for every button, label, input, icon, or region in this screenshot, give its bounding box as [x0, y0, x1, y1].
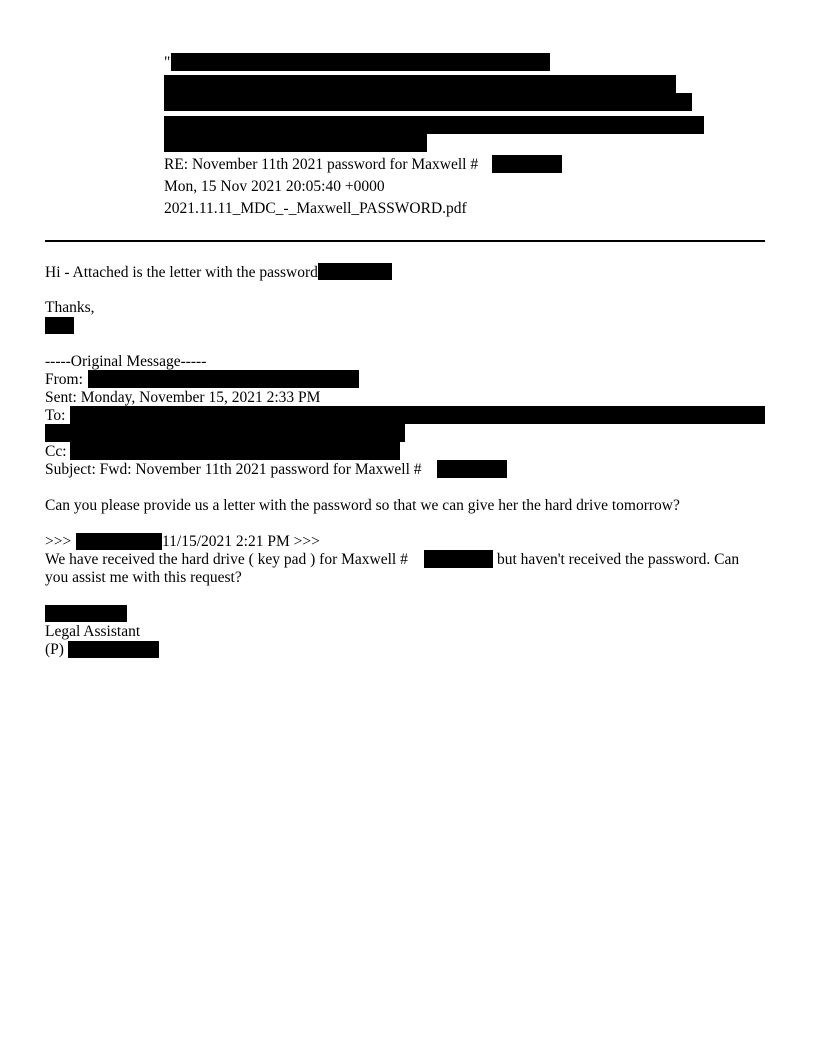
redaction-quoted-sender [76, 533, 162, 550]
signature-title-line [45, 623, 140, 641]
redaction-orig-cc [70, 442, 400, 460]
thanks-line [45, 299, 95, 317]
received-line-b [497, 551, 739, 569]
quote-date-text: 11/15/2021 2:21 PM >>> [162, 533, 320, 550]
redaction-received-number [424, 550, 493, 568]
orig-from-label: From: [45, 371, 83, 388]
subject-value: RE: November 11th 2021 password for Maxwell # [164, 156, 479, 173]
redaction-to-line1 [164, 75, 676, 93]
redaction-orig-subject-number [437, 460, 507, 478]
original-message-divider: -----Original Message----- [45, 353, 207, 370]
attachment-link[interactable]: 2021.11.11_MDC_-_Maxwell_PASSWORD.pdf [164, 200, 467, 217]
signature-title: Legal Assistant [45, 623, 141, 640]
orig-from-line [45, 371, 83, 389]
redaction-sender-name [45, 317, 74, 334]
orig-sent-line [45, 389, 320, 407]
request-line [45, 497, 680, 515]
redaction-orig-from [88, 370, 359, 388]
thanks-text: Thanks, [45, 299, 95, 316]
received-text-b: but haven't received the password. Can [497, 551, 740, 568]
received-text-a: We have received the hard drive ( key pad ) for Maxwell # [45, 551, 408, 568]
quote-header-line [45, 533, 71, 551]
redaction-to-line2 [164, 93, 692, 111]
redaction-orig-to-line2 [45, 424, 405, 442]
from-prefix: " [164, 54, 171, 71]
received-line-a [45, 551, 408, 569]
signature-phone-label: (P) [45, 641, 64, 658]
redaction-signature-phone [68, 641, 159, 658]
orig-sent-text: Sent: Monday, November 15, 2021 2:33 PM [45, 389, 321, 406]
quote-date-line [162, 533, 320, 551]
redaction-password [318, 263, 392, 280]
orig-subject-line [45, 461, 422, 479]
header-divider [45, 240, 765, 242]
redaction-from [171, 53, 550, 71]
redaction-signature-name [45, 605, 127, 622]
redaction-cc-line2 [164, 134, 427, 152]
quote-prefix: >>> [45, 533, 72, 550]
received-text-c: you assist me with this request? [45, 569, 242, 586]
orig-cc-label: Cc: [45, 443, 67, 460]
redaction-cc-line1 [164, 116, 704, 134]
greeting-text: Hi - Attached is the letter with the password [45, 264, 318, 281]
signature-phone-line [45, 641, 64, 659]
redaction-orig-to-line1 [70, 406, 765, 424]
redaction-subject-number [492, 155, 562, 173]
received-line-c [45, 569, 242, 587]
date-value: Mon, 15 Nov 2021 20:05:40 +0000 [164, 178, 385, 195]
orig-to-label: To: [45, 407, 66, 424]
orig-subject-text: Subject: Fwd: November 11th 2021 password for Maxwell # [45, 461, 422, 478]
original-message-line [45, 353, 206, 371]
orig-cc-line [45, 443, 67, 461]
orig-to-line [45, 407, 65, 425]
greeting-line [45, 263, 392, 281]
request-text: Can you please provide us a letter with the password so that we can give her the hard drive tomorrow? [45, 497, 680, 514]
